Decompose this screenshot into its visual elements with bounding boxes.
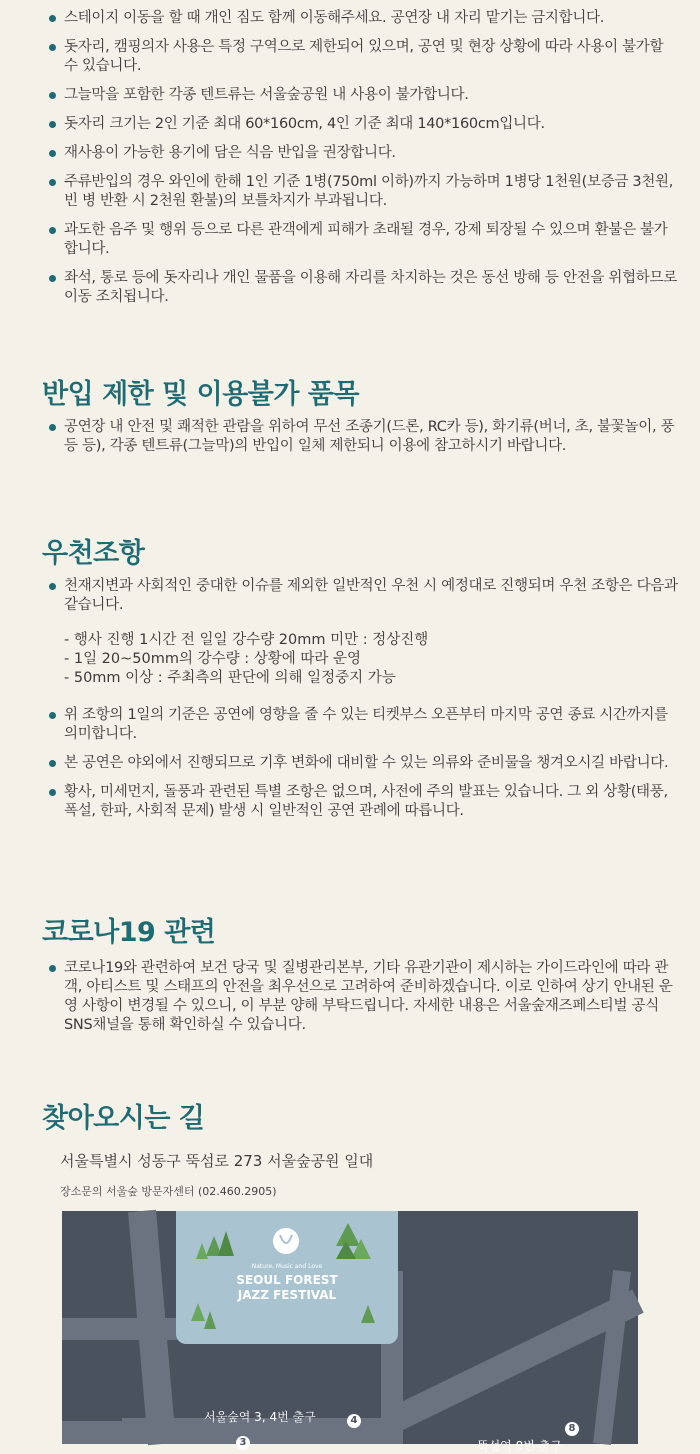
rain-rules: [64, 631, 700, 688]
directions-title: 찾아오시는 길: [42, 1103, 205, 1134]
rain-rule: - 1일 20~50mm의 강수량 : 상황에 따라 운영: [64, 651, 361, 667]
restricted-items-title: 반입 제한 및 이용불가 품목: [42, 379, 360, 410]
exit-8-label: 뚝섬역 8번 출구: [477, 1439, 562, 1453]
festival-name-line1: SEOUL FOREST: [236, 1273, 338, 1287]
station-label: 서울숲역 3, 4번 출구: [204, 1410, 316, 1424]
visitor-center-contact: 장소문의 서울숲 방문자센터 (02.460.2905): [60, 1185, 277, 1198]
list-item: 좌석, 통로 등에 돗자리나 개인 물품을 이용해 자리를 차지하는 것은 동선 방해 등 안전을 위협하므로 이동 조치됩니다.: [0, 269, 700, 307]
location-map[interactable]: [62, 1211, 638, 1453]
covid-title: 코로나19 관련: [42, 917, 216, 948]
list-item: 본 공연은 야외에서 진행되므로 기후 변화에 대비할 수 있는 의류와 준비물을 챙겨오시길 바랍니다.: [0, 754, 700, 773]
list-item: 천재지변과 사회적인 중대한 이슈를 제외한 일반적인 우천 시 예정대로 진행되며 우천 조항은 다음과 같습니다.: [0, 577, 700, 615]
list-item: 주류반입의 경우 와인에 한해 1인 기준 1병(750ml 이하)까지 가능하며 1병당 1천원(보증금 3천원, 빈 병 반환 시 2천원 환불)의 보틀차지가 부과됩니다.: [0, 173, 700, 211]
notice-list: [0, 9, 700, 317]
restricted-items-list: [0, 418, 700, 466]
list-item: 돗자리, 캠핑의자 사용은 특정 구역으로 제한되어 있으며, 공연 및 현장 상황에 따라 사용이 불가할 수 있습니다.: [0, 38, 700, 76]
covid-list: [0, 959, 700, 1045]
list-item: 스테이지 이동을 할 때 개인 짐도 함께 이동해주세요. 공연장 내 자리 맡기는 금지합니다.: [0, 9, 700, 28]
list-item: 재사용이 가능한 용기에 담은 식음 반입을 권장합니다.: [0, 144, 700, 163]
exit-3-marker: 3: [236, 1436, 250, 1450]
list-item: 코로나19와 관련하여 보건 당국 및 질병관리본부, 기타 유관기관이 제시하는 가이드라인에 따라 관객, 아티스트 및 스태프의 안전을 최우선으로 고려하여 준비하겠습니다. 이로 인하여 상기 안내된 운영 사항이 변경될 수 있으니, 이 부분 양해 부탁드립니다. 자세한 내용은 서울숲재즈페스티벌 공식 SNS채널을 통해 확인하실 수 있습니다.: [0, 959, 700, 1035]
rain-rule: - 50mm 이상 : 주최측의 판단에 의해 일정중지 가능: [64, 670, 396, 686]
festival-name-line2: JAZZ FESTIVAL: [237, 1288, 337, 1302]
list-item: 그늘막을 포함한 각종 텐트류는 서울숲공원 내 사용이 불가합니다.: [0, 86, 700, 105]
list-item: 공연장 내 안전 및 쾌적한 관람을 위하여 무선 조종기(드론, RC카 등), 화기류(버너, 초, 불꽃놀이, 풍등 등), 각종 텐트류(그늘막)의 반입이 일체 제한되니 이용에 참고하시기 바랍니다.: [0, 418, 700, 456]
park-area: [176, 1211, 398, 1344]
festival-tagline: Nature, Music and Love: [251, 1263, 323, 1270]
address: 서울특별시 성동구 뚝섬로 273 서울숲공원 일대: [60, 1152, 374, 1170]
address-block: [0, 1150, 700, 1199]
exit-8-marker: 8: [565, 1422, 579, 1436]
list-item: 과도한 음주 및 행위 등으로 다른 관객에게 피해가 초래될 경우, 강제 퇴장될 수 있으며 환불은 불가합니다.: [0, 221, 700, 259]
list-item: 황사, 미세먼지, 돌풍과 관련된 특별 조항은 없으며, 사전에 주의 발표는 있습니다. 그 외 상황(태풍, 폭설, 한파, 사회적 문제) 발생 시 일반적인 공연 관례에 따릅니다.: [0, 783, 700, 821]
rain-policy-section: [0, 577, 700, 831]
list-item: 위 조항의 1일의 기준은 공연에 영향을 줄 수 있는 티켓부스 오픈부터 마지막 공연 종료 시간까지를 의미합니다.: [0, 706, 700, 744]
exit-4-marker: 4: [347, 1414, 361, 1428]
list-item: 돗자리 크기는 2인 기준 최대 60*160cm, 4인 기준 최대 140*160cm입니다.: [0, 115, 700, 134]
rain-rule: - 행사 진행 1시간 전 일일 강수량 20mm 미만 : 정상진행: [64, 632, 429, 648]
rain-policy-title: 우천조항: [42, 538, 145, 569]
